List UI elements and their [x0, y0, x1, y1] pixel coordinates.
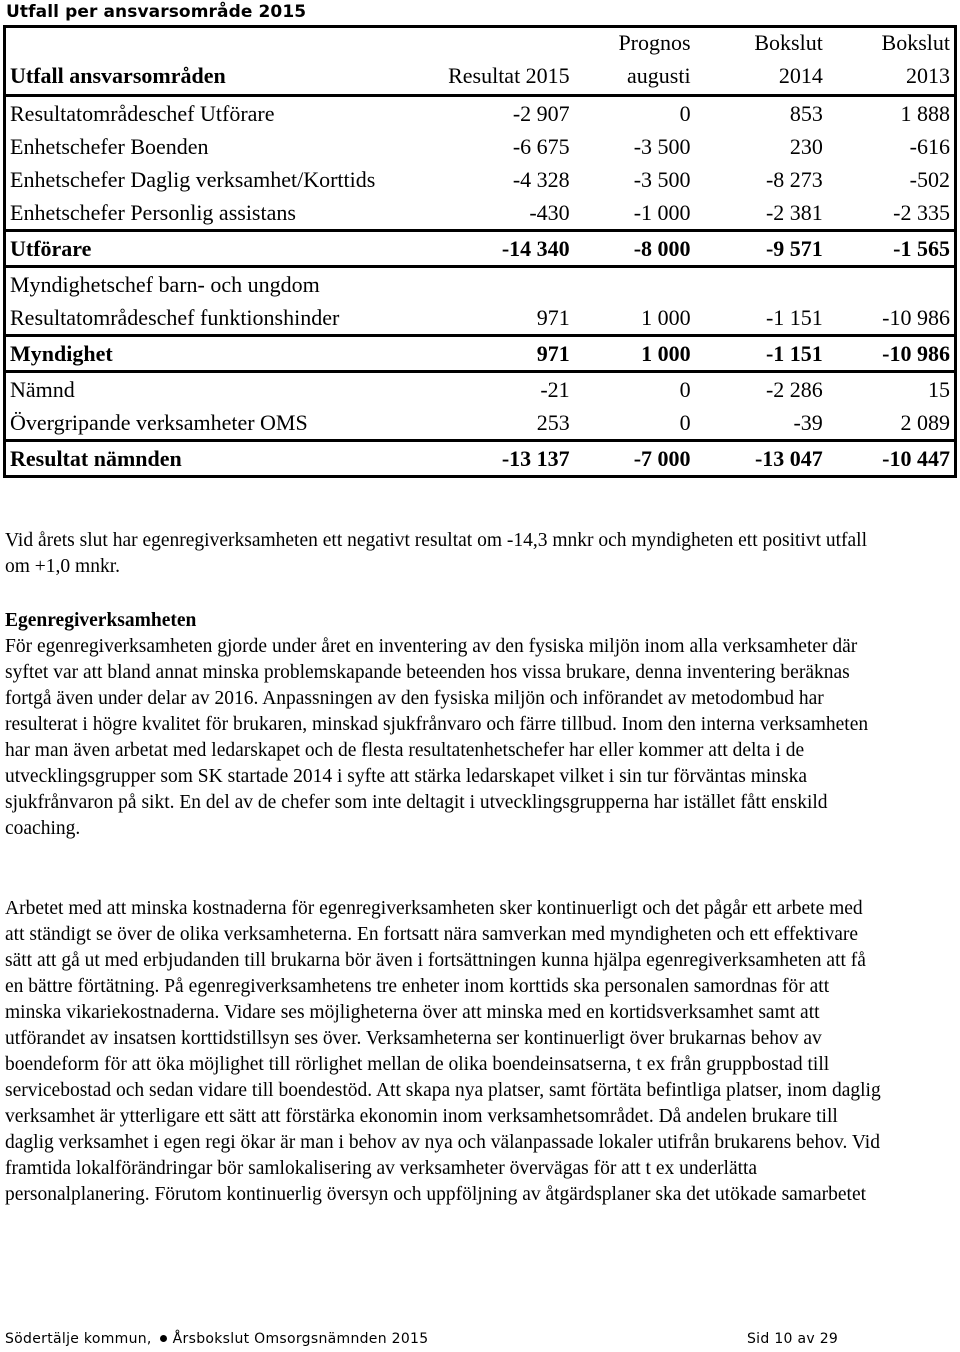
- table-cell: -4 328: [512, 167, 570, 192]
- table-cell: 2 089: [900, 410, 950, 435]
- table-cell: [383, 267, 573, 302]
- table-cell: -39: [793, 410, 823, 435]
- table-cell: 0: [679, 410, 691, 435]
- row-label: Resultat nämnden: [5, 441, 384, 477]
- section-paragraph-1: För egenregiverksamheten gjorde under året en inventering av den fysiska miljön inom alla verksamheter där syftet var att bland annat minska problemskapande beteenden hos vissa brukare, denna inventering beräknas fortgå även under delar av 2016. Anpassningen av den fysiska miljön och införandet av metodombud har resulterat i högre kvalitet för brukaren, minskad sjukfrånvaro och färre tillbud. Inom den interna verksamheten har man även arbetat med ledarskapet och de flesta resultatenhetschefer har eller kommer att delta i de utvecklingsgrupper som SK startade 2014 i syfte att stärka ledarskapet vilket i sin tur förväntas minska sjukfrånvaron på sikt. En del av de chefer som inte deltagit i utvecklingsgrupperna har istället fått enskild coaching.: [5, 636, 869, 839]
- row-label: Utförare: [5, 231, 384, 267]
- header-cell: augusti: [574, 58, 695, 96]
- table-cell: -21: [540, 377, 570, 402]
- total-row: [5, 441, 956, 477]
- table-cell: -6 675: [512, 134, 570, 159]
- table-row: [5, 406, 956, 441]
- table-cell: 0: [679, 377, 691, 402]
- page-footer: [5, 1331, 905, 1347]
- table-cell: 230: [789, 134, 823, 159]
- table-cell: -3 500: [633, 134, 691, 159]
- table-cell: 1 000: [641, 305, 691, 330]
- table-cell: -10 447: [827, 441, 956, 477]
- header-cell: [5, 27, 384, 59]
- table-row: [5, 372, 956, 407]
- table-row: [5, 267, 956, 302]
- section-paragraph-2-block: [5, 896, 885, 1208]
- header-cell: Utfall ansvarsområden: [5, 58, 384, 96]
- table-cell: -1 000: [633, 200, 691, 225]
- header-cell: Bokslut: [754, 30, 823, 55]
- table-cell: 0: [679, 101, 691, 126]
- section-title: Egenregiverksamheten: [5, 610, 197, 631]
- table-cell: -2 907: [512, 101, 570, 126]
- table-row: [5, 96, 956, 131]
- header-cell: Resultat 2015: [383, 58, 573, 96]
- table-cell: 253: [536, 410, 570, 435]
- intro-text: Vid årets slut har egenregiverksamheten ett negativt resultat om -14,3 mnkr och myndigheten ett positivt utfall om +1,0 mnkr.: [5, 530, 868, 577]
- table-cell: -1 151: [695, 336, 827, 372]
- row-label: Enhetschefer Boenden: [10, 134, 209, 159]
- results-table: [3, 25, 957, 478]
- row-label: Nämnd: [10, 377, 75, 402]
- subtotal-row: [5, 336, 956, 372]
- row-label: Myndighetschef barn- och ungdom: [10, 272, 320, 297]
- header-cell: Bokslut: [881, 30, 950, 55]
- table-row: [5, 301, 956, 336]
- header-cell: [383, 27, 573, 59]
- section-paragraph-2: Arbetet med att minska kostnaderna för egenregiverksamheten sker kontinuerligt och det pågår ett arbete med att ständigt se över de olika verksamheterna. En fortsatt nära samverkan med myndigheten och ett effektivare sätt att gå ut med erbjudanden till brukarna bör även i fortsättningen kunna hjälpa egenregiverksamheten att få en bättre förtätning. På egenregiverksamhetens tre enheter inom korttids ska personalen samordnas för att minska vikariekostnaderna. Vidare ses möjligheterna över att minska med en kortidsverksamhet samt att utförandet av insatsen korttidstillsyn ses över. Verksamheterna ser kontinuerligt över brukarnas behov av boendeform för att öka möjlighet till rörlighet mellan de olika boendeinsatserna, t ex från gruppbostad till servicebostad och sedan vidare till boendestöd. Att skapa nya platser, samt förtäta befintliga platser, inom daglig verksamhet är ytterligare ett sätt att förstärka ekonomin inom verksamhetsområdet. Då andelen brukare till daglig verksamhet i egen regi ökar är man i behov av nya och välanpassade lokaler utifrån brukarens behov. Vid framtida lokalförändringar bör samlokalisering av verksamheter övervägas för att t ex underlätta personalplanering. Förutom kontinuerlig översyn och uppföljning av åtgärdsplaner ska det utökade samarbetet: [5, 898, 881, 1205]
- table-cell: -1 151: [765, 305, 823, 330]
- table-row: [5, 196, 956, 231]
- row-label: Resultatområdeschef Utförare: [10, 101, 275, 126]
- row-label: Myndighet: [5, 336, 384, 372]
- table-cell: -8 000: [574, 231, 695, 267]
- table-cell: 971: [536, 305, 570, 330]
- table-cell: [827, 267, 956, 302]
- table-cell: 971: [383, 336, 573, 372]
- footer-doc: Årsbokslut Omsorgsnämnden 2015: [172, 1331, 429, 1347]
- table-cell: -7 000: [574, 441, 695, 477]
- table-cell: -430: [529, 200, 570, 225]
- table-cell: -14 340: [383, 231, 573, 267]
- table-cell: -10 986: [882, 305, 950, 330]
- table-cell: -502: [909, 167, 950, 192]
- table-cell: -9 571: [695, 231, 827, 267]
- table-cell: -13 137: [383, 441, 573, 477]
- page-number: Sid 10 av 29: [747, 1331, 839, 1347]
- subtotal-row: [5, 231, 956, 267]
- table-cell: 1 888: [900, 101, 950, 126]
- row-label: Enhetschefer Personlig assistans: [10, 200, 296, 225]
- table-cell: -10 986: [827, 336, 956, 372]
- table-cell: -2 381: [765, 200, 823, 225]
- intro-paragraph: [5, 528, 885, 580]
- row-label: Resultatområdeschef funktionshinder: [10, 305, 340, 330]
- table-cell: [574, 267, 695, 302]
- table-row: [5, 130, 956, 163]
- bullet-icon: [160, 1335, 167, 1342]
- table-cell: 853: [789, 101, 823, 126]
- table-cell: -2 335: [893, 200, 950, 225]
- header-cell: 2013: [827, 58, 956, 96]
- table-cell: 15: [928, 377, 950, 402]
- table-cell: -2 286: [765, 377, 823, 402]
- table-row: [5, 163, 956, 196]
- table-cell: -3 500: [633, 167, 691, 192]
- table-header-row-top: [5, 27, 956, 59]
- header-cell: 2014: [695, 58, 827, 96]
- section-egenregi: [5, 608, 885, 842]
- header-cell: Prognos: [618, 30, 691, 55]
- table-cell: 1 000: [574, 336, 695, 372]
- table-header-row: [5, 58, 956, 96]
- page-heading: Utfall per ansvarsområde 2015: [6, 2, 307, 22]
- table-cell: -1 565: [827, 231, 956, 267]
- table-cell: -616: [909, 134, 950, 159]
- table-cell: -13 047: [695, 441, 827, 477]
- table-cell: -8 273: [765, 167, 823, 192]
- row-label: Övergripande verksamheter OMS: [10, 410, 308, 435]
- table-cell: [695, 267, 827, 302]
- row-label: Enhetschefer Daglig verksamhet/Korttids: [10, 167, 376, 192]
- footer-org: Södertälje kommun,: [5, 1331, 152, 1347]
